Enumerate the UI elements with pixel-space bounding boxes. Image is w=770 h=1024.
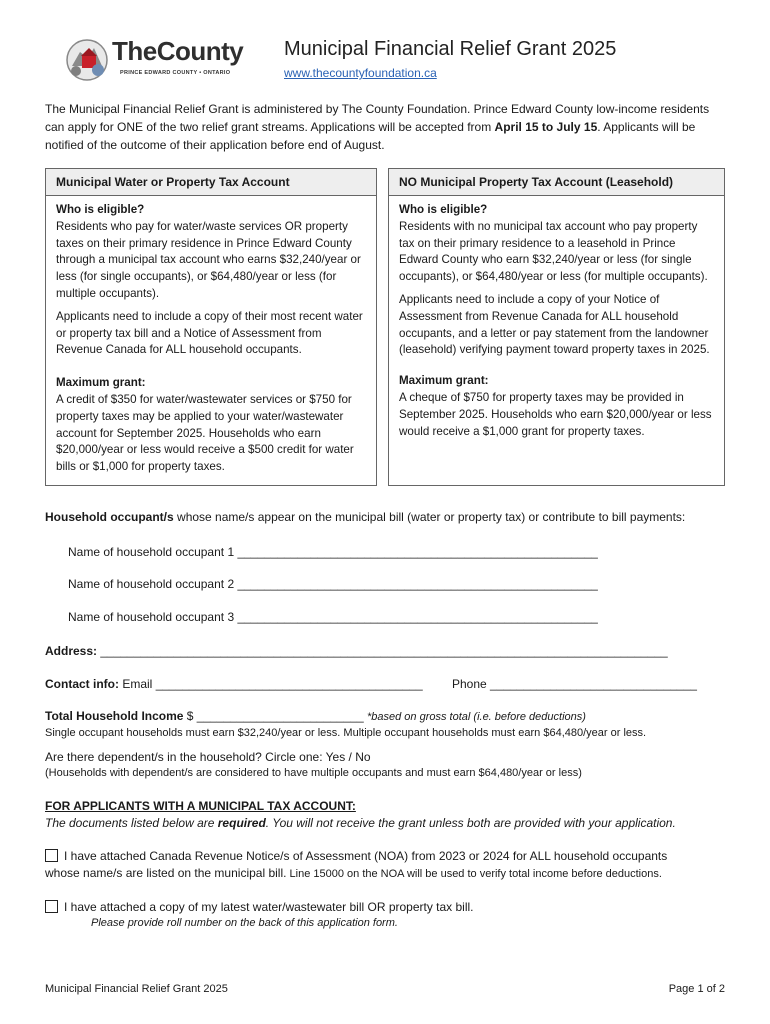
occupant-1-label: Name of household occupant 1 xyxy=(68,545,238,559)
left-eligible-text: Residents who pay for water/waste services OR property taxes on their primary residence in Prince Edward County through a municipal tax account who earns $32,240/year or less (for single occupants), or $64,480/year or less (for multiple occupants). xyxy=(56,219,361,300)
income-limits: Single occupant households must earn $32,240/year or less. Multiple occupant households must earn $64,480/year or less. xyxy=(45,727,647,739)
requirements-required: required xyxy=(217,816,266,830)
page-title: Municipal Financial Relief Grant 2025 xyxy=(284,38,617,60)
bill-check-label: I have attached a copy of my latest water/wastewater bill OR property tax bill. xyxy=(64,900,474,914)
income-currency: $ xyxy=(183,709,197,723)
bill-checkbox[interactable] xyxy=(45,900,58,913)
county-logo xyxy=(62,36,112,82)
roll-number-note: Please provide roll number on the back of this application form. xyxy=(91,917,398,929)
noa-check-label: I have attached Canada Revenue Notice/s of Assessment (NOA) from 2023 or 2024 for ALL household occupants xyxy=(64,849,668,863)
noa-check-row xyxy=(45,849,667,863)
page-number: Page 1 of 2 xyxy=(668,983,725,995)
occupant-1-row xyxy=(68,545,598,559)
requirements-note xyxy=(45,816,676,830)
income-label: Total Household Income xyxy=(45,709,184,723)
phone-label: Phone xyxy=(452,677,491,691)
logo-subtitle: PRINCE EDWARD COUNTY • ONTARIO xyxy=(120,70,231,76)
municipal-account-heading: Municipal Water or Property Tax Account xyxy=(46,169,376,196)
left-max-text: A credit of $350 for water/wastewater services or $750 for property taxes may be applied to your water/wastewater account for September 2025. Households who earn $20,000/year or less would receive a $500 credit for water bills or $1,000 for property taxes. xyxy=(56,392,354,474)
dependents-question: Are there dependent/s in the household? Circle one: Yes / No xyxy=(45,750,371,764)
address-field[interactable]: _____________________________________________________________________________________ xyxy=(100,644,668,658)
leasehold-box xyxy=(388,168,725,486)
intro-dates: April 15 to July 15 xyxy=(494,120,598,134)
noa-check-note: Line 15000 on the NOA will be used to verify total income before deductions. xyxy=(286,868,662,880)
requirements-text-end: . You will not receive the grant unless both are provided with your application. xyxy=(265,816,676,830)
occupants-desc: whose name/s appear on the municipal bill (water or property tax) or contribute to bill payments: xyxy=(173,510,686,524)
bill-check-row xyxy=(45,900,474,914)
occupant-2-field[interactable]: ______________________________________________________ xyxy=(237,577,598,591)
income-field[interactable]: _________________________ xyxy=(196,709,364,723)
right-docs-text: Applicants need to include a copy of your Notice of Assessment from Revenue Canada for ALL household occupants, and a letter or pay statement from the landowner (leasehold) verifying payment toward property taxes in 2025. xyxy=(399,292,710,357)
income-note: *based on gross total (i.e. before deductions) xyxy=(367,711,586,723)
foundation-link[interactable]: www.thecountyfoundation.ca xyxy=(284,66,437,80)
left-eligible-label: Who is eligible? xyxy=(56,203,145,216)
right-max-label: Maximum grant: xyxy=(399,374,489,388)
occupant-2-row xyxy=(68,577,598,591)
phone-row xyxy=(452,677,697,691)
email-field[interactable]: ________________________________________ xyxy=(155,677,423,691)
noa-check-label-2: whose name/s are listed on the municipal bill. xyxy=(45,866,287,880)
email-label: Email xyxy=(119,677,156,691)
intro-paragraph xyxy=(45,100,725,154)
address-label: Address: xyxy=(45,644,98,658)
occupant-3-label: Name of household occupant 3 xyxy=(68,610,238,624)
occupant-3-field[interactable]: ______________________________________________________ xyxy=(237,610,598,624)
occupants-intro xyxy=(45,510,685,524)
occupants-label: Household occupant/s xyxy=(45,510,174,524)
contact-row xyxy=(45,677,423,691)
leasehold-heading: NO Municipal Property Tax Account (Leasehold) xyxy=(389,169,724,196)
contact-label: Contact info: xyxy=(45,677,119,691)
intro-text-end: . Applicants will be notified of the outcome of their application before end of August. xyxy=(45,120,696,152)
logo-wordmark: TheCounty xyxy=(112,36,244,66)
noa-check-row-2 xyxy=(45,866,662,880)
occupant-1-field[interactable]: ______________________________________________________ xyxy=(237,545,598,559)
right-eligible-text: Residents with no municipal tax account who pay property tax on their primary residence to a leasehold in Prince Edward County who earn $32,240/year or less (for single occupants), or $64,480/year or less (for multiple occupants). xyxy=(399,219,708,284)
right-eligible-label: Who is eligible? xyxy=(399,203,488,216)
address-row xyxy=(45,644,668,658)
noa-checkbox[interactable] xyxy=(45,849,58,862)
occupant-3-row xyxy=(68,610,598,624)
income-row xyxy=(45,709,586,723)
footer-title: Municipal Financial Relief Grant 2025 xyxy=(45,983,228,995)
applicants-heading: FOR APPLICANTS WITH A MUNICIPAL TAX ACCOUNT: xyxy=(45,799,356,813)
intro-text: The Municipal Financial Relief Grant is administered by The County Foundation. Prince Edward County low-income residents can apply for ONE of the two relief grant streams. Applications will be accepted from xyxy=(45,102,710,134)
right-max-text: A cheque of $750 for property taxes may be provided in September 2025. Households who earn $20,000/year or less would receive a $1,000 grant for property taxes. xyxy=(399,390,712,438)
phone-field[interactable]: _______________________________ xyxy=(490,677,697,691)
requirements-text: The documents listed below are xyxy=(45,816,218,830)
occupant-2-label: Name of household occupant 2 xyxy=(68,577,238,591)
left-max-label: Maximum grant: xyxy=(56,376,146,390)
dependents-note: (Households with dependent/s are considered to have multiple occupants and must earn $64,480/year or less) xyxy=(45,767,582,779)
municipal-account-box xyxy=(45,168,377,486)
left-docs-text: Applicants need to include a copy of their most recent water or property tax bill and a Notice of Assessment from Revenue Canada for ALL household occupants. xyxy=(56,309,363,357)
